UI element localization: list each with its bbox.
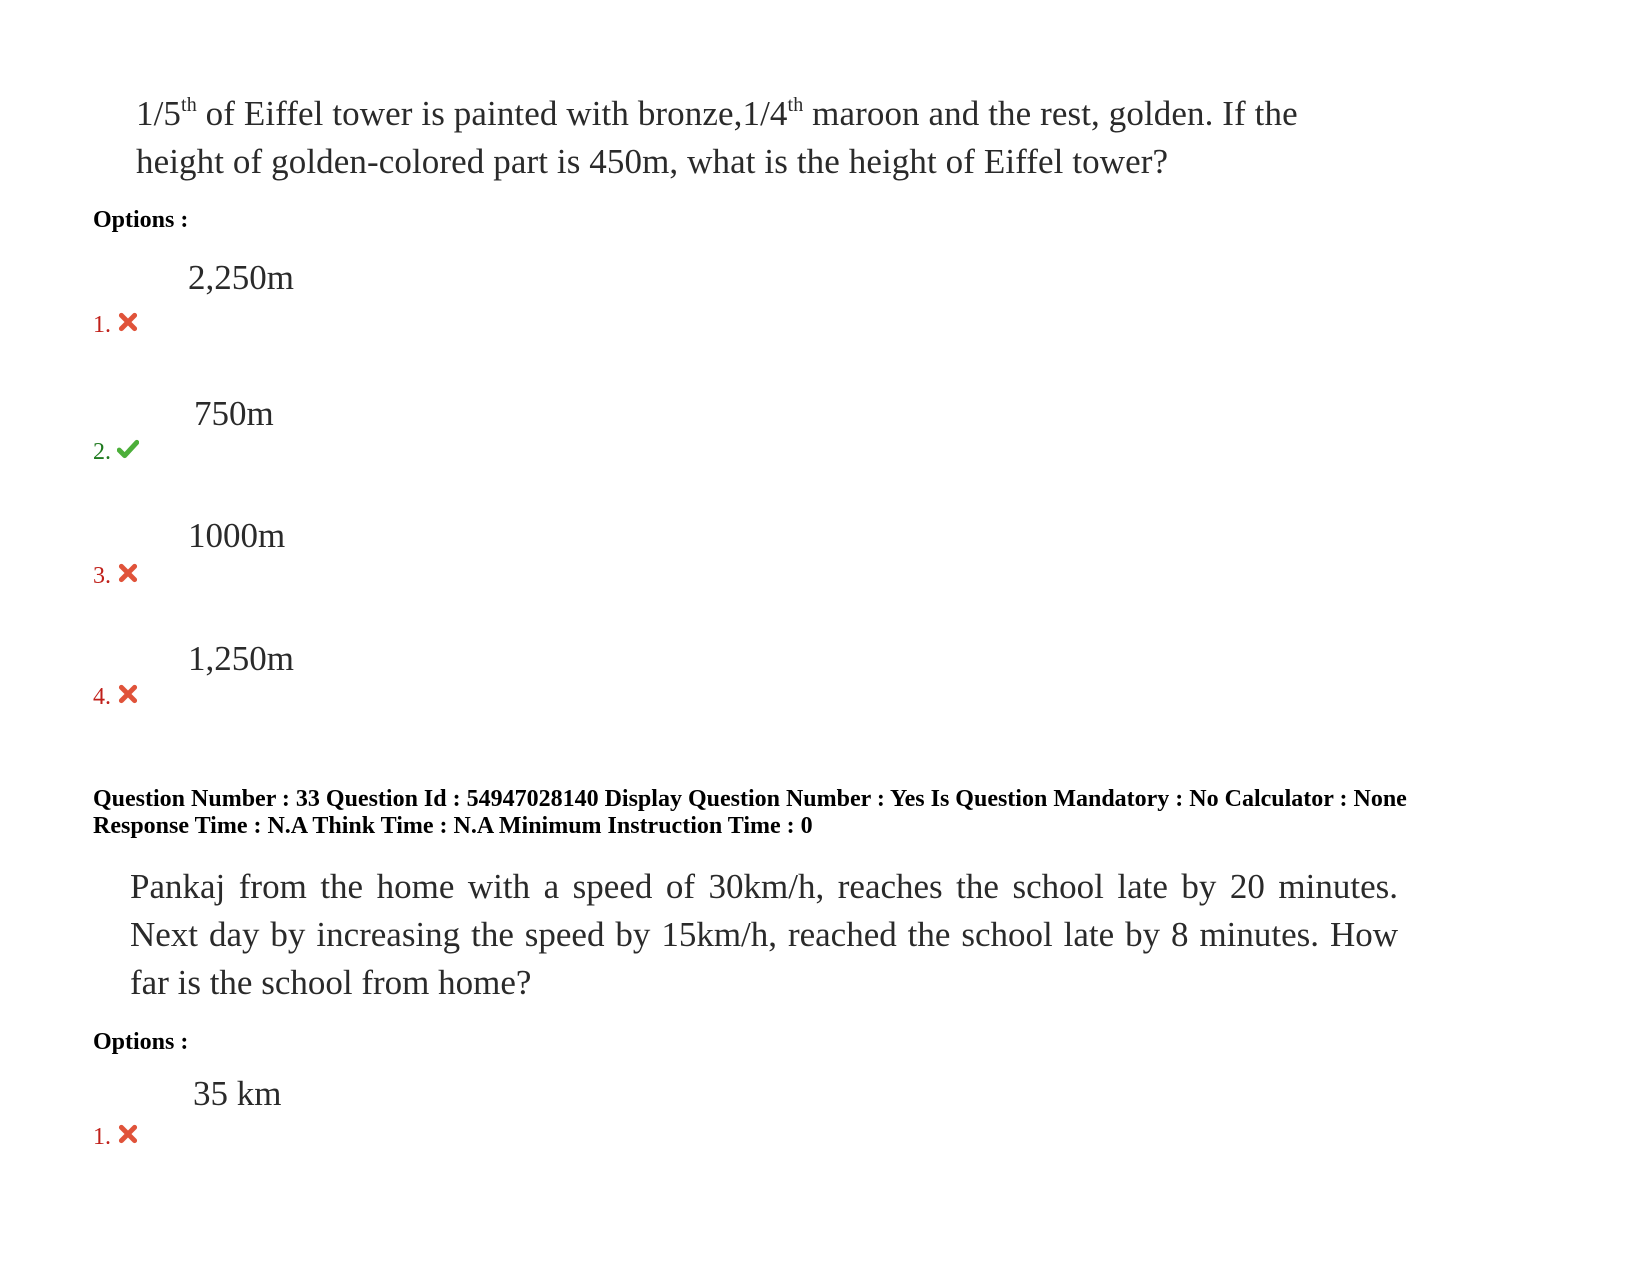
cross-icon xyxy=(117,683,139,705)
question-1-line-1 xyxy=(136,90,1336,138)
option-text: 2,250m xyxy=(188,258,294,297)
cross-icon xyxy=(117,562,139,584)
superscript: th xyxy=(787,94,804,116)
option-text: 750m xyxy=(194,394,274,433)
question-1-fragment: maroon and the rest, golden. If the xyxy=(803,94,1298,133)
option-number-row xyxy=(93,312,139,339)
option-number: 2. xyxy=(93,439,111,465)
cross-icon xyxy=(117,1123,139,1145)
cross-icon xyxy=(117,311,139,333)
question-1-line-2: height of golden-colored part is 450m, what is the height of Eiffel tower? xyxy=(136,142,1169,181)
question-2-text: Pankaj from the home with a speed of 30km/h, reaches the school late by 20 minutes. Next day by increasing the speed by 15km/h, reached the school late by 8 minutes. How far is the school from home? xyxy=(130,867,1398,1002)
question-meta-line-2: Response Time : N.A Think Time : N.A Minimum Instruction Time : 0 xyxy=(93,813,813,839)
option-number: 1. xyxy=(93,1124,111,1150)
option-number: 1. xyxy=(93,312,111,338)
option-number-row xyxy=(93,1124,139,1151)
option-number: 3. xyxy=(93,563,111,589)
option-number-row xyxy=(93,684,139,711)
option-text: 35 km xyxy=(193,1074,282,1113)
question-1-text xyxy=(136,90,1336,186)
question-1-fragment: of Eiffel tower is painted with bronze,1/4 xyxy=(196,94,788,133)
options-label: Options : xyxy=(93,1029,189,1055)
options-label: Options : xyxy=(93,207,189,233)
option-number: 4. xyxy=(93,684,111,710)
option-text: 1,250m xyxy=(188,639,294,678)
question-meta-line-1: Question Number : 33 Question Id : 54947028140 Display Question Number : Yes Is Question Mandatory : No Calculator : None xyxy=(93,786,1407,812)
option-number-row xyxy=(93,563,139,590)
check-icon xyxy=(117,438,139,460)
superscript: th xyxy=(181,94,197,116)
option-text: 1000m xyxy=(188,516,286,555)
option-number-row xyxy=(93,439,139,466)
question-1-fragment: 1/5 xyxy=(136,94,182,133)
